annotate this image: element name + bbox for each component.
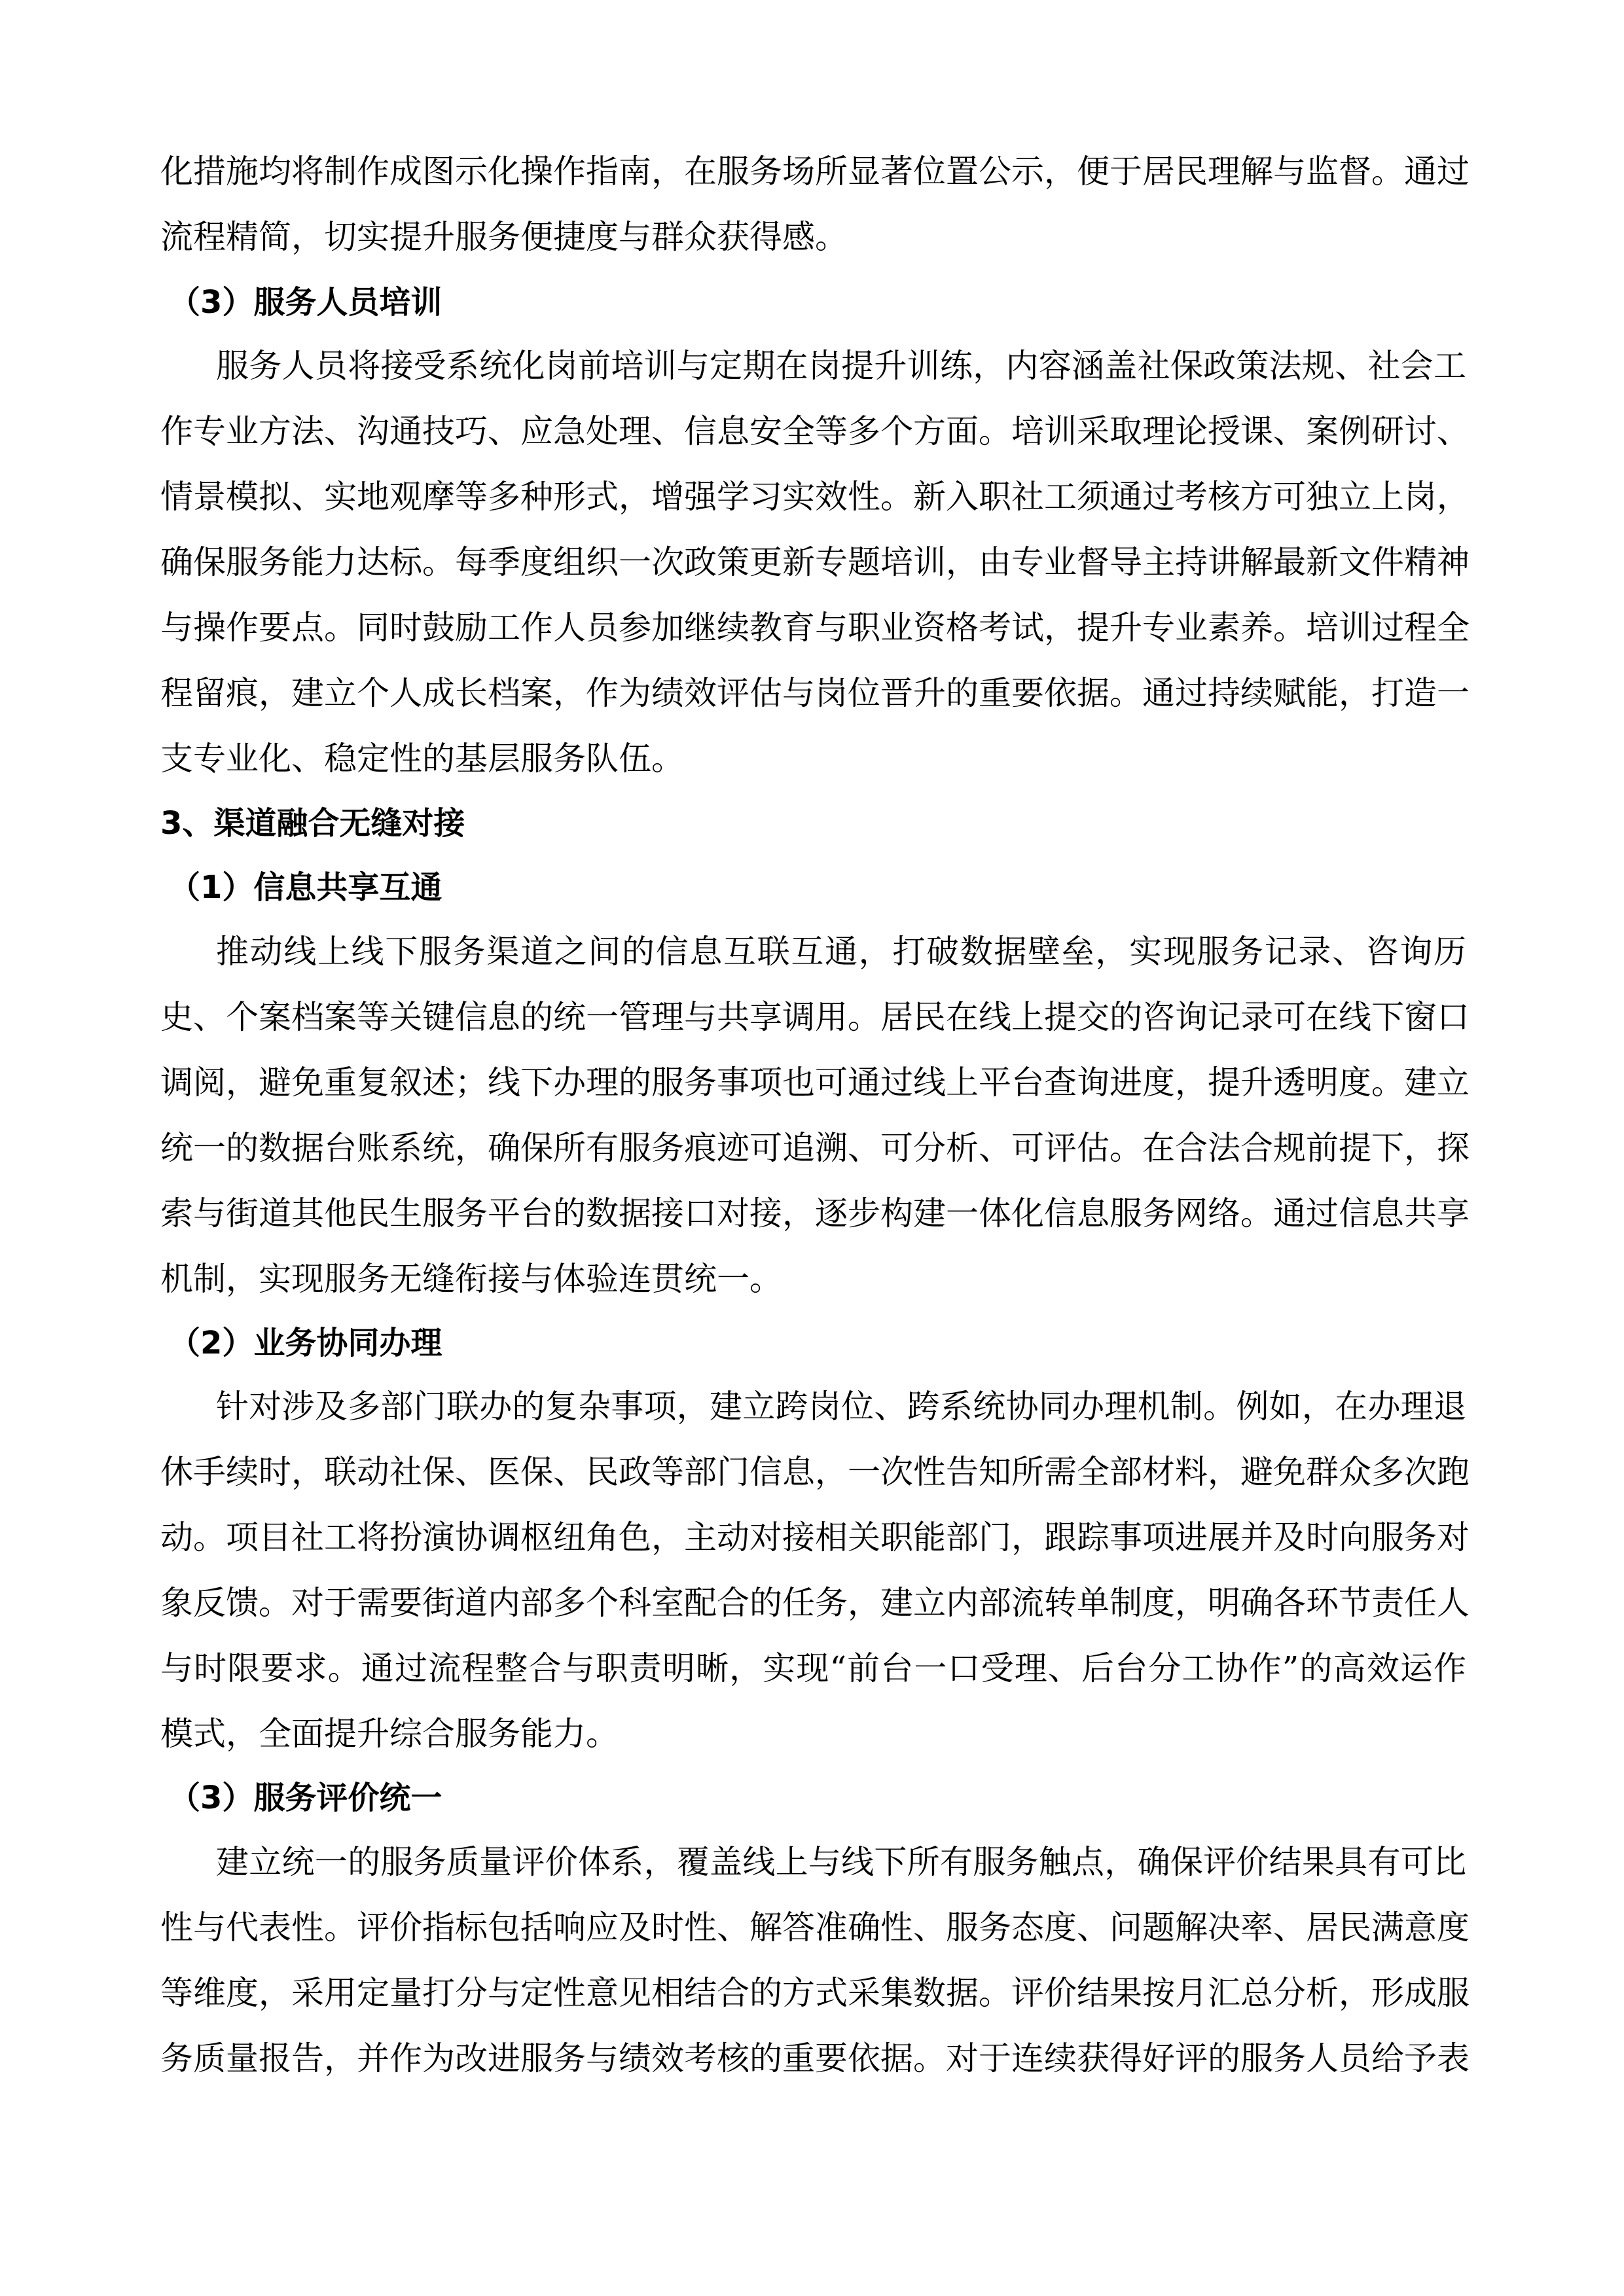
paragraph-line: 推动线上线下服务渠道之间的信息互联互通，打破数据壁垒，实现服务记录、咨询历 bbox=[216, 933, 1466, 971]
paragraph-line: 统一的数据台账系统，确保所有服务痕迹可追溯、可分析、可评估。在合法合规前提下，探 bbox=[160, 1129, 1470, 1167]
paragraph-line: 化措施均将制作成图示化操作指南，在服务场所显著位置公示，便于居民理解与监督。通过 bbox=[160, 152, 1470, 190]
section-heading: （2）业务协同办理 bbox=[169, 1325, 442, 1361]
paragraph-line: 作专业方法、沟通技巧、应急处理、信息安全等多个方面。培训采取理论授课、案例研讨、 bbox=[160, 412, 1470, 450]
paragraph-line: 程留痕，建立个人成长档案，作为绩效评估与岗位晋升的重要依据。通过持续赋能，打造一 bbox=[160, 674, 1470, 712]
paragraph-line: 建立统一的服务质量评价体系，覆盖线上与线下所有服务触点，确保评价结果具有可比 bbox=[216, 1843, 1466, 1881]
paragraph-line: 等维度，采用定量打分与定性意见相结合的方式采集数据。评价结果按月汇总分析，形成服 bbox=[160, 1974, 1470, 2012]
section-heading: （3）服务评价统一 bbox=[169, 1780, 442, 1816]
paragraph-line: 针对涉及多部门联办的复杂事项，建立跨岗位、跨系统协同办理机制。例如，在办理退 bbox=[216, 1388, 1466, 1426]
paragraph-line: 调阅，避免重复叙述；线下办理的服务事项也可通过线上平台查询进度，提升透明度。建立 bbox=[160, 1064, 1470, 1102]
paragraph-line: 机制，实现服务无缝衔接与体验连贯统一。 bbox=[160, 1260, 782, 1298]
paragraph-line: 情景模拟、实地观摩等多种形式，增强学习实效性。新入职社工须通过考核方可独立上岗， bbox=[160, 478, 1470, 516]
paragraph-line: 索与街道其他民生服务平台的数据接口对接，逐步构建一体化信息服务网络。通过信息共享 bbox=[160, 1194, 1470, 1232]
paragraph-line: 流程精简，切实提升服务便捷度与群众获得感。 bbox=[160, 218, 848, 256]
paragraph-line: 与操作要点。同时鼓励工作人员参加继续教育与职业资格考试，提升专业素养。培训过程全 bbox=[160, 609, 1470, 647]
paragraph-line: 支专业化、稳定性的基层服务队伍。 bbox=[160, 740, 684, 778]
paragraph-line: 与时限要求。通过流程整合与职责明晰，实现“前台一口受理、后台分工协作”的高效运作 bbox=[160, 1649, 1466, 1687]
paragraph-line: 性与代表性。评价指标包括响应及时性、解答准确性、服务态度、问题解决率、居民满意度 bbox=[160, 1909, 1470, 1946]
paragraph-line: 休手续时，联动社保、医保、民政等部门信息，一次性告知所需全部材料，避免群众多次跑 bbox=[160, 1453, 1470, 1491]
paragraph-line: 服务人员将接受系统化岗前培训与定期在岗提升训练，内容涵盖社保政策法规、社会工 bbox=[216, 347, 1466, 385]
paragraph-line: 务质量报告，并作为改进服务与绩效考核的重要依据。对于连续获得好评的服务人员给予表 bbox=[160, 2039, 1470, 2077]
section-heading: 3、渠道融合无缝对接 bbox=[160, 805, 465, 842]
paragraph-line: 确保服务能力达标。每季度组织一次政策更新专题培训，由专业督导主持讲解最新文件精神 bbox=[160, 543, 1470, 581]
section-heading: （3）服务人员培训 bbox=[169, 284, 442, 321]
paragraph-line: 史、个案档案等关键信息的统一管理与共享调用。居民在线上提交的咨询记录可在线下窗口 bbox=[160, 998, 1470, 1036]
paragraph-line: 象反馈。对于需要街道内部多个科室配合的任务，建立内部流转单制度，明确各环节责任人 bbox=[160, 1584, 1470, 1622]
paragraph-line: 动。项目社工将扮演协调枢纽角色，主动对接相关职能部门，跟踪事项进展并及时向服务对 bbox=[160, 1518, 1470, 1556]
paragraph-line: 模式，全面提升综合服务能力。 bbox=[160, 1715, 619, 1753]
section-heading: （1）信息共享互通 bbox=[169, 869, 442, 906]
